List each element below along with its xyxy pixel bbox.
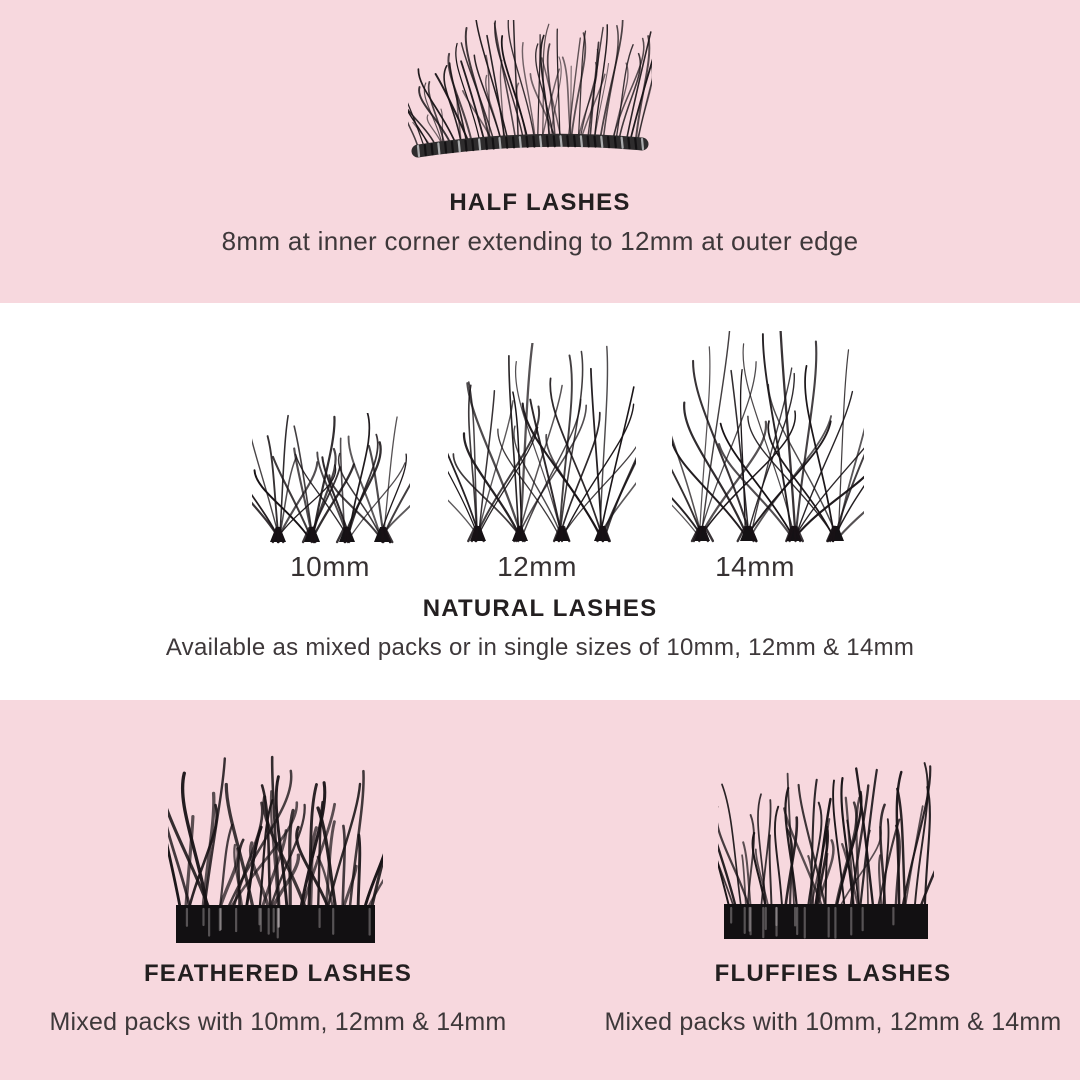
natural-lash-10mm-image <box>252 413 410 547</box>
natural-lashes-title: NATURAL LASHES <box>422 595 658 622</box>
half-lashes-image <box>408 20 652 172</box>
natural-lash-12mm-image <box>448 343 636 547</box>
feathered-lashes-title: FEATHERED LASHES <box>143 960 413 987</box>
natural-lashes-description: Available as mixed packs or in single sizes of 10mm, 12mm & 14mm <box>165 634 915 661</box>
fluffies-lashes-image <box>718 738 934 945</box>
half-lashes-description: 8mm at inner corner extending to 12mm at outer edge <box>221 226 859 256</box>
fluffies-lashes-description: Mixed packs with 10mm, 12mm & 14mm <box>604 1008 1062 1036</box>
size-label-10mm: 10mm <box>290 551 370 582</box>
fluffies-lashes-title: FLUFFIES LASHES <box>714 960 952 987</box>
natural-lash-14mm-image <box>672 331 864 547</box>
size-label-12mm: 12mm <box>497 551 577 582</box>
half-lashes-title: HALF LASHES <box>449 189 631 216</box>
feathered-lashes-description: Mixed packs with 10mm, 12mm & 14mm <box>49 1008 507 1036</box>
feathered-lashes-image <box>168 733 383 950</box>
size-label-14mm: 14mm <box>715 551 795 582</box>
